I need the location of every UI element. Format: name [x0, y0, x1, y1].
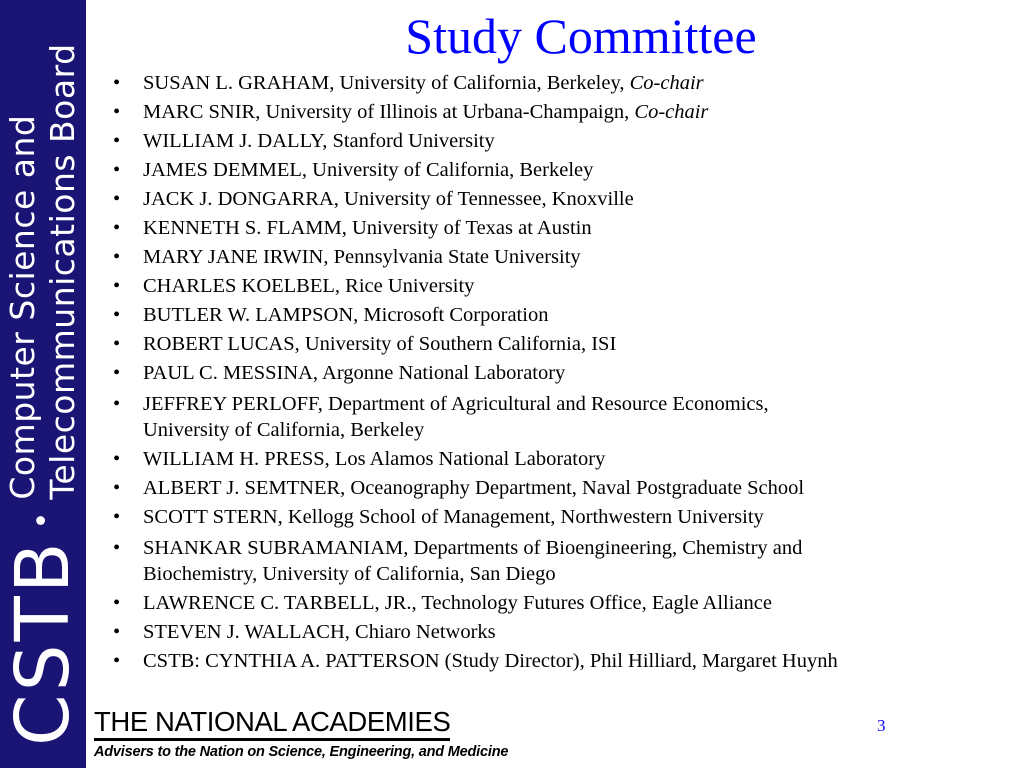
cstb-wordmark: [0, 0, 86, 768]
committee-member: [104, 619, 1004, 645]
page-number: 3: [877, 716, 886, 735]
bullet-icon: •: [113, 393, 121, 415]
bullet-icon: •: [113, 477, 121, 499]
bullet-icon: •: [113, 217, 121, 239]
cstb-separator: •: [25, 511, 60, 530]
committee-member-list: [104, 70, 1004, 677]
committee-member: [104, 391, 1004, 443]
member-text: KENNETH S. FLAMM, University of Texas at Austin: [143, 217, 592, 239]
member-text: WILLIAM H. PRESS, Los Alamos National Laboratory: [143, 448, 606, 470]
cstb-name-line1: Computer Science and: [3, 114, 42, 500]
bullet-icon: •: [113, 362, 121, 384]
national-academies-logo: [94, 707, 508, 760]
bullet-icon: •: [113, 130, 121, 152]
member-text: WILLIAM J. DALLY, Stanford University: [143, 130, 495, 152]
bullet-icon: •: [113, 159, 121, 181]
bullet-icon: •: [113, 304, 121, 326]
member-text: JAMES DEMMEL, University of California, Berkeley: [143, 159, 594, 181]
bullet-icon: •: [113, 246, 121, 268]
committee-member: [104, 648, 1004, 674]
committee-member: [104, 70, 1004, 96]
member-text: STEVEN J. WALLACH, Chiaro Networks: [143, 621, 496, 643]
bullet-icon: •: [113, 101, 121, 123]
bullet-icon: •: [113, 448, 121, 470]
committee-member: [104, 446, 1004, 472]
committee-member: [104, 302, 1004, 328]
committee-member: [104, 215, 1004, 241]
cstb-sidebar: [0, 0, 86, 768]
committee-member: [104, 504, 1004, 530]
committee-member: [104, 590, 1004, 616]
member-text: JACK J. DONGARRA, University of Tennessee, Knoxville: [143, 188, 634, 210]
cstb-name-line2: Telecommunications Board: [43, 43, 82, 500]
member-text-continued: University of California, Berkeley: [143, 419, 425, 441]
member-text: MARY JANE IRWIN, Pennsylvania State University: [143, 246, 581, 268]
committee-member: [104, 186, 1004, 212]
member-text: SCOTT STERN, Kellogg School of Management, Northwestern University: [143, 506, 764, 528]
slide-title: Study Committee: [405, 8, 757, 64]
member-text: MARC SNIR, University of Illinois at Urbana-Champaign,: [143, 101, 635, 123]
committee-member: [104, 475, 1004, 501]
cstb-abbreviation: CSTB: [0, 539, 86, 746]
committee-member: [104, 360, 1004, 386]
committee-member: [104, 99, 1004, 125]
member-text: PAUL C. MESSINA, Argonne National Laboratory: [143, 362, 566, 384]
bullet-icon: •: [113, 333, 121, 355]
committee-member: [104, 244, 1004, 270]
logo-subtitle: Advisers to the Nation on Science, Engineering, and Medicine: [94, 744, 509, 760]
member-text: LAWRENCE C. TARBELL, JR., Technology Futures Office, Eagle Alliance: [143, 592, 772, 614]
committee-member: [104, 157, 1004, 183]
committee-member: [104, 331, 1004, 357]
member-text-continued: Biochemistry, University of California, San Diego: [143, 563, 556, 585]
bullet-icon: •: [113, 650, 121, 672]
committee-member: [104, 128, 1004, 154]
member-text: SUSAN L. GRAHAM, University of California, Berkeley,: [143, 72, 630, 94]
member-text: CHARLES KOELBEL, Rice University: [143, 275, 475, 297]
bullet-icon: •: [113, 72, 121, 94]
cstb-full-name: [3, 43, 83, 499]
committee-member: [104, 535, 1004, 587]
member-text: CSTB: CYNTHIA A. PATTERSON (Study Director), Phil Hilliard, Margaret Huynh: [143, 650, 838, 672]
member-role: Co-chair: [629, 72, 704, 94]
bullet-icon: •: [113, 621, 121, 643]
bullet-icon: •: [113, 592, 121, 614]
member-role: Co-chair: [634, 101, 709, 123]
member-text: ALBERT J. SEMTNER, Oceanography Department, Naval Postgraduate School: [143, 477, 805, 499]
bullet-icon: •: [113, 275, 121, 297]
logo-title: THE NATIONAL ACADEMIES: [94, 707, 450, 741]
bullet-icon: •: [113, 506, 121, 528]
member-text: SHANKAR SUBRAMANIAM, Departments of Bioengineering, Chemistry and: [143, 537, 803, 559]
member-text: JEFFREY PERLOFF, Department of Agricultural and Resource Economics,: [143, 393, 769, 415]
committee-member: [104, 273, 1004, 299]
member-text: BUTLER W. LAMPSON, Microsoft Corporation: [143, 304, 549, 326]
bullet-icon: •: [113, 188, 121, 210]
member-text: ROBERT LUCAS, University of Southern California, ISI: [143, 333, 617, 355]
bullet-icon: •: [113, 537, 121, 559]
